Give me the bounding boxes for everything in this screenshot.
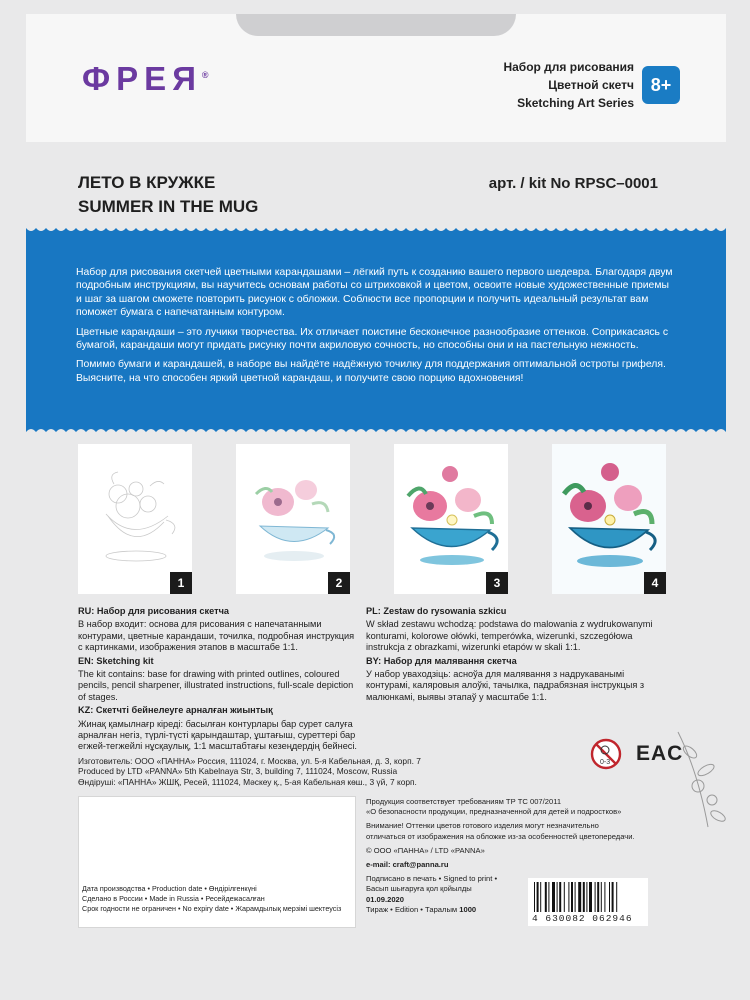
wavy-edge-bottom — [26, 426, 726, 436]
barcode — [528, 878, 648, 926]
description-paragraph-1: Набор для рисования скетчей цветными карандашами – лёгкий путь к созданию вашего первого шедевра. Благодаря двум подробным инструкциям, вы научитесь основам работы со штриховкой и цветом, освоите новые художественные приемы и шаг за шагом сможете повторить рисунок с обложки. Соблюсти все пропорции и получить идеальный результат вам поможет бумага с напечатанным контуром. — [76, 267, 673, 319]
barcode-bar — [540, 882, 541, 912]
manufacturer-info — [78, 756, 458, 787]
contact-email: e-mail: craft@panna.ru — [366, 860, 449, 870]
compliance-text: Продукция соответствует требованиям ТР ТС 007/2011 «О безопасности продукции, предназначенной для детей и подростков» — [366, 797, 622, 817]
series-line-2: Цветной скетч — [548, 78, 634, 92]
barcode-bar — [557, 882, 558, 912]
package-header — [26, 14, 726, 142]
info-pl-text: W skład zestawu wchodzą: podstawa do malowania z wydrukowanymi konturami, kolorowe ołówki, temperówka, wizerunki, szczegółowa instrukcja z obrazkami, wizerunki etapów w skali 1:1. — [366, 619, 653, 653]
age-badge: 8+ — [642, 66, 680, 104]
step-gallery — [0, 438, 750, 598]
manufacturer-en: Produced by LTD «PANNA» 5th Kabelnaya Str, 3, building 7, 111024, Moscow, Russia — [78, 766, 398, 777]
made-in-line: Сделано в России • Made in Russia • Ресейдежасалған — [82, 894, 265, 904]
barcode-bar — [604, 882, 605, 912]
article-number: арт. / kit No RPSC–0001 — [488, 175, 658, 192]
info-ru-heading: RU: Набор для рисования скетча — [78, 606, 230, 616]
description-text — [76, 266, 676, 391]
description-paragraph-3: Помимо бумаги и карандашей, в наборе вы найдёте надёжную точилку для поддержания оптимальной остроты грифеля. Выясните, на что способен яркий цветной карандаш, и получите свою порцию вдохновения! — [76, 359, 666, 384]
barcode-bar — [575, 882, 576, 912]
barcode-bar — [568, 882, 569, 912]
age-warning-label: 0-3 — [600, 759, 611, 766]
product-title-ru: ЛЕТО В КРУЖКЕ — [78, 173, 216, 192]
step-number-1: 1 — [170, 572, 192, 594]
step-card-3 — [394, 444, 508, 594]
step-number-2: 2 — [328, 572, 350, 594]
info-kz-heading: KZ: Скетчті бейнелеуге арналған жиынтық — [78, 705, 273, 716]
series-label — [503, 58, 634, 112]
decorative-branch-icon — [668, 722, 738, 832]
barcode-digits: 4 630082 062946 — [532, 913, 633, 924]
barcode-bar — [578, 882, 581, 912]
copyright: © ООО «ПАННА» / LTD «PANNA» — [366, 845, 485, 855]
age-warning-icon — [590, 738, 622, 770]
description-band — [26, 226, 726, 434]
barcode-bar — [545, 882, 547, 912]
production-date-line: Дата производства • Production date • Өндірілгенкүні — [82, 884, 257, 893]
barcode-bar — [597, 882, 599, 912]
barcode-bar — [616, 882, 617, 912]
series-line-3: Sketching Art Series — [517, 96, 634, 110]
info-en-heading: EN: Sketching kit — [78, 655, 154, 666]
step-number-4: 4 — [644, 572, 666, 594]
barcode-bar — [537, 882, 539, 912]
eac-mark: EAC — [636, 742, 684, 765]
step-number-3: 3 — [486, 572, 508, 594]
description-paragraph-2: Цветные карандаши – это лучики творчества. Их отличает поистине бесконечное разнообразие оттенков. Соприкасаясь с бумагой, карандаши могут придать рисунку почти акриловую сочность, но способны они и на пастельную нежность. — [76, 326, 669, 352]
barcode-bar — [559, 882, 561, 912]
step-card-1 — [78, 444, 192, 594]
product-title-en: SUMMER IN THE MUG — [78, 197, 259, 216]
barcode-bar — [612, 882, 614, 912]
wavy-edge-top — [26, 224, 726, 234]
color-warning: Внимание! Оттенки цветов готового изделия могут незначительно отличаться от изображения на обложке из-за особенностей цветопередачи. — [366, 821, 635, 841]
print-info: Подписано в печать • Signed to print • Басып шығаруға қол қойылды 01.09.2020 Тираж • Edition • Таралым 1000 — [366, 874, 498, 914]
barcode-bar — [595, 882, 596, 912]
manufacturer-kz: Өндіруші: «ПАННА» ЖШҚ, Ресей, 111024, Мәскеу қ., 5-ая Кабельная көш., 3 үй, 7 корп. — [78, 776, 417, 787]
step-card-4 — [552, 444, 666, 594]
barcode-bar — [534, 882, 535, 912]
barcode-bars — [534, 882, 642, 912]
series-line-1: Набор для рисования — [503, 60, 634, 74]
info-pl-heading: PL: Zestaw do rysowania szkicu — [366, 606, 507, 616]
info-en-text: The kit contains: base for drawing with printed outlines, coloured pencils, pencil sharpener, illustrated instructions, full-scale depiction of stages. — [78, 669, 354, 702]
barcode-bar — [586, 882, 587, 912]
barcode-bar — [548, 882, 549, 912]
barcode-bar — [601, 882, 602, 912]
brand-logo: ФРЕЯ® — [82, 60, 209, 97]
barcode-bar — [571, 882, 573, 912]
step-card-2 — [236, 444, 350, 594]
barcode-bar — [609, 882, 610, 912]
barcode-bar — [564, 882, 565, 912]
manufacturer-ru: Изготовитель: ООО «ПАННА» Россия, 111024, г. Москва, ул. 5-я Кабельная, д. 3, корп. 7 — [78, 756, 421, 766]
hang-hole — [236, 14, 516, 36]
info-ru-text: В набор входит: основа для рисования с напечатанными контурами, цветные карандаши, точилка, подробная инструкция с картинками, изображения этапов в масштабе 1:1. — [78, 619, 355, 653]
info-kz-text: Жинақ қамылнағр кіреді: басылған контурлары бар сурет салуға арналған негіз, түрлі-түсті қарындаштар, ұштағыш, суреттері бар егжей-тегжейлі нұсқаулық, 1:1 масштабтағы кезеңдердің бейнесі. — [78, 718, 357, 752]
barcode-bar — [552, 882, 555, 912]
production-dates — [82, 884, 341, 915]
expiry-line: Срок годности не ограничен • No expiry date • Жарамдылық мерзімі шектеусіз — [82, 904, 342, 914]
barcode-bar — [583, 882, 585, 912]
info-by-heading: BY: Набор для малявання скетча — [366, 655, 517, 666]
info-left-column — [78, 606, 358, 755]
info-right-column — [366, 606, 666, 705]
info-by-text: У набор уваходзіць: асноўа для малявання з надрукаванымі контурамі, каляровыя алоўкі, тачылка, падрабязная інструкцыя з малюнкамі, выявы этапаў у масштабе 1:1. — [366, 669, 645, 702]
barcode-bar — [589, 882, 592, 912]
